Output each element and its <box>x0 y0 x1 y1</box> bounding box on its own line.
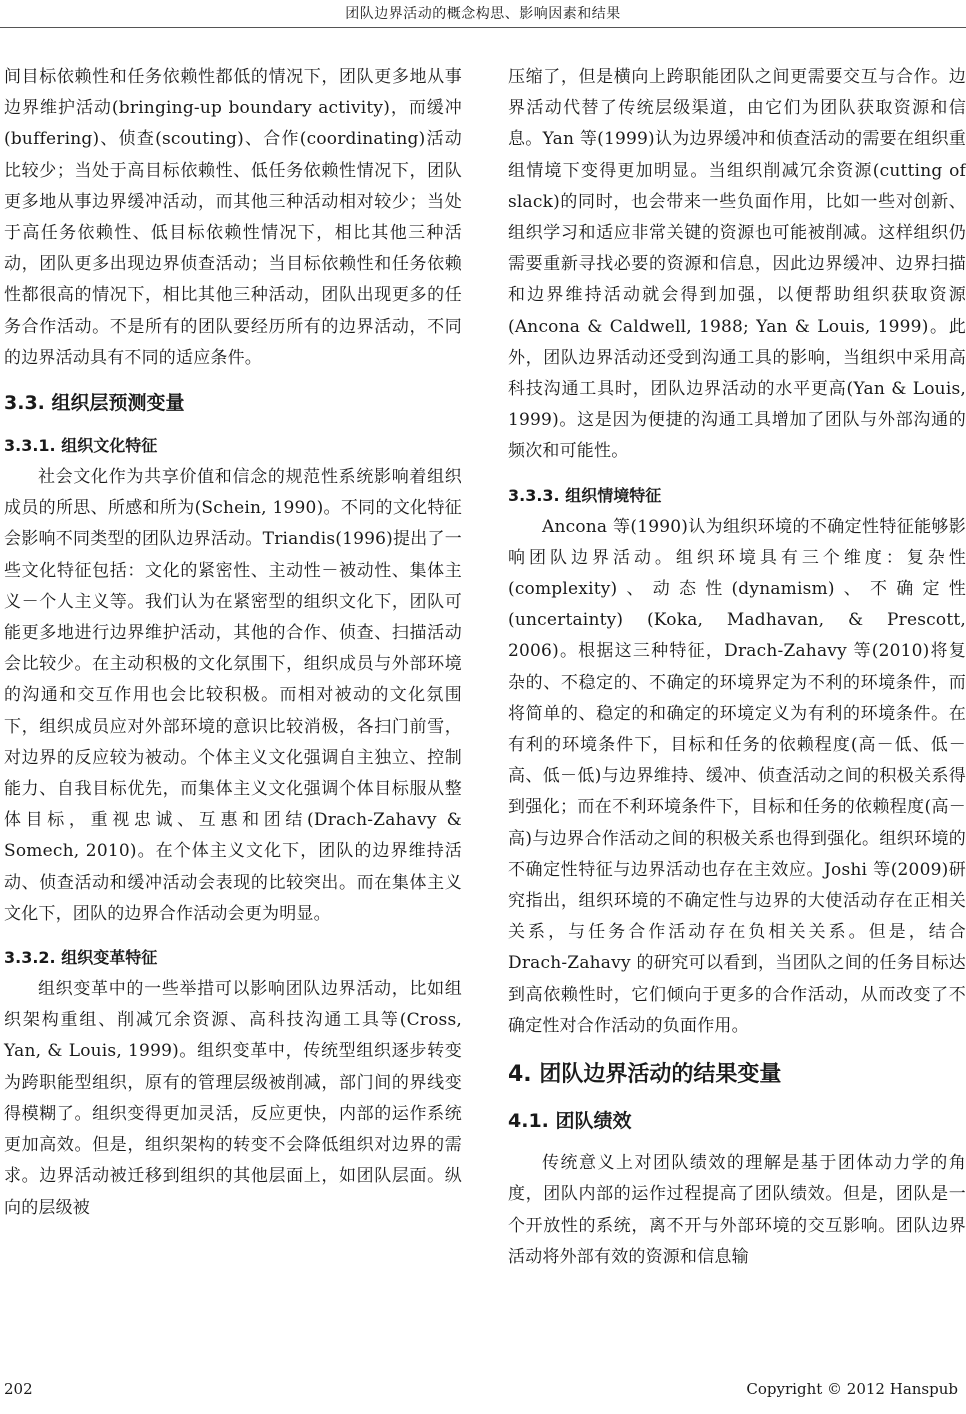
subsection-heading-4-1: 4.1. 团队绩效 <box>508 1110 632 1133</box>
section-heading-4: 4. 团队边界活动的结果变量 <box>508 1062 782 1088</box>
paragraph: 传统意义上对团队绩效的理解是基于团体动力学的角度，团队内部的运作过程提高了团队绩效。但是，团队是一个开放性的系统，离不开与外部环境的交互影响。团队边界活动将外部有效的资源和信息输 <box>508 1153 966 1267</box>
subsection-heading-3-3-3: 3.3.3. 组织情境特征 <box>508 485 662 505</box>
subsection-heading-3-3-1: 3.3.1. 组织文化特征 <box>4 436 158 456</box>
paragraph: Ancona 等(1990)认为组织环境的不确定性特征能够影响团队边界活动。组织环境具有三个维度：复杂性(complexity)、动态性(dynamism)、不确定性(uncertainty) (Koka, Madhavan, & Prescott, 2006)。根据这三种特征，Drach-Zahavy 等(2010)将复杂的、不稳定的、不确定的环境界定为不利的环境条件，而将简单的、稳定的和确定的环境定义为有利的环境条件。在有利的环境条件下，目标和任务的依赖程度(高－低、低－高、低－低)与边界维持、缓冲、侦查活动之间的积极关系得到强化；而在不利环境条件下，目标和任务的依赖程度(高－高)与边界合作活动之间的积极关系也得到强化。组织环境的不确定性特征与边界活动也存在主效应。Joshi 等(2009)研究指出，组织环境的不确定性与边界的大使活动存在正相关关系，与任务合作活动存在负相关关系。但是，结合 Drach-Zahavy 的研究可以看到，当团队之间的任务目标达到高依赖性时，它们倾向于更多的合作活动，从而改变了不确定性对合作活动的负面作用。 <box>508 516 966 1036</box>
paragraph: 压缩了，但是横向上跨职能团队之间更需要交互与合作。边界活动代替了传统层级渠道，由它们为团队获取资源和信息。Yan 等(1999)认为边界缓冲和侦查活动的需要在组织重组情境下变得更加明显。当组织削减冗余资源(cutting of slack)的同时，也会带来一些负面作用，比如一些对创新、组织学习和适应非常关键的资源也可能被削减。这样组织仍需要重新寻找必要的资源和信息，因此边界缓冲、边界扫描和边界维持活动就会得到加强，以便帮助组织获取资源(Ancona & Caldwell, 1988; Yan & Louis, 1999)。此外，团队边界活动还受到沟通工具的影响，当组织中采用高科技沟通工具时，团队边界活动的水平更高(Yan & Louis, 1999)。这是因为便捷的沟通工具增加了团队与外部沟通的频次和可能性。 <box>508 67 966 462</box>
subsection-heading-3-3-2: 3.3.2. 组织变革特征 <box>4 948 158 968</box>
paragraph: 社会文化作为共享价值和信念的规范性系统影响着组织成员的所思、所感和所为(Schein, 1990)。不同的文化特征会影响不同类型的团队边界活动。Triandis(1996)提出了一些文化特征包括：文化的紧密性、主动性－被动性、集体主义－个人主义等。我们认为在紧密型的组织文化下，团队可能更多地进行边界维护活动，其他的合作、侦查、扫描活动会比较少。在主动积极的文化氛围下，组织成员与外部环境的沟通和交互作用也会比较积极。而相对被动的文化氛围下，组织成员应对外部环境的意识比较消极，各扫门前雪，对边界的反应较为被动。个体主义文化强调自主独立、控制能力、自我目标优先，而集体主义文化强调个体目标服从整体目标，重视忠诚、互惠和团结(Drach-Zahavy & Somech, 2010)。在个体主义文化下，团队的边界维持活动、侦查活动和缓冲活动会表现的比较突出。而在集体主义文化下，团队的边界合作活动会更为明显。 <box>4 467 462 924</box>
right-column <box>508 62 966 1273</box>
paragraph: 组织变革中的一些举措可以影响团队边界活动，比如组织架构重组、削减冗余资源、高科技沟通工具等(Cross, Yan, & Louis, 1999)。组织变革中，传统型组织逐步转变为跨职能型组织，原有的管理层级被削减，部门间的界线变得模糊了。组织变得更加灵活，反应更快，内部的运作系统更加高效。但是，组织架构的转变不会降低组织对边界的需求。边界活动被迁移到组织的其他层面上，如团队层面。纵向的层级被 <box>4 979 462 1218</box>
copyright-notice: Copyright © 2012 Hanspub <box>746 1380 958 1398</box>
page-number: 202 <box>4 1380 33 1398</box>
left-column <box>4 62 462 1224</box>
paragraph: 间目标依赖性和任务依赖性都低的情况下，团队更多地从事边界维护活动(bringing-up boundary activity)，而缓冲(buffering)、侦查(scouting)、合作(coordinating)活动比较少；当处于高目标依赖性、低任务依赖性情况下，团队更多地从事边界缓冲活动，而其他三种活动相对较少；当处于高任务依赖性、低目标依赖性情况下，相比其他三种活动，团队更多出现边界侦查活动；当目标依赖性和任务依赖性都很高的情况下，相比其他三种活动，团队出现更多的任务合作活动。不是所有的团队要经历所有的边界活动，不同的边界活动具有不同的适应条件。 <box>4 67 462 368</box>
section-heading-3-3: 3.3. 组织层预测变量 <box>4 392 185 415</box>
header-divider <box>0 27 966 28</box>
running-header: 团队边界活动的概念构思、影响因素和结果 <box>345 6 621 22</box>
